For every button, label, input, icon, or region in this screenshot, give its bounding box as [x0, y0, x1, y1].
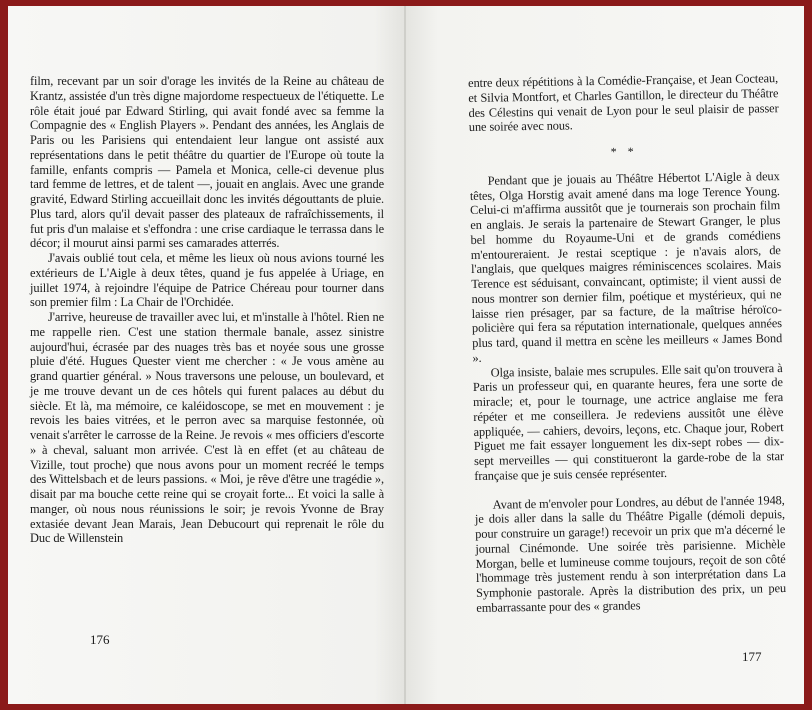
right-page-text [468, 71, 786, 615]
page-number: 177 [742, 649, 762, 664]
left-page-text [30, 74, 384, 546]
paragraph: Pendant que je jouais au Théâtre Hébertot L'Aigle à deux têtes, Olga Horstig avait amené dans ma loge Terence Young. Celui-ci m'affirma aussitôt que je tournerais son prochain film en anglais. Je serais la partenaire de Stewart Granger, le plus bel homme du Royaume-Uni et de grands comédiens m'entoureraient. Je restai sceptique : je n'avais alors, de l'anglais, que quelques maigres réminiscences scolaires. Mais Terence est séduisant, convaincant, optimiste; il vient aussi de nous montrer son dernier film, poétique et mystérieux, qui ne laisse rien présager, par sa facture, de la maîtrise héroïco-policière qui fera sa réputation internationale, quelques années plus tard, quand il mettra en scène les meilleurs « James Bond ». [469, 168, 783, 365]
book-spread [8, 6, 804, 704]
section-separator: * * [610, 144, 638, 159]
left-page [8, 6, 406, 704]
paragraph: entre deux répétitions à la Comédie-Française, et Jean Cocteau, et Silvia Montfort, et Charles Gantillon, le directeur du Théâtre des Célestins qui venait de Lyon pour le seul plaisir de passer une soirée avec nous. [468, 71, 779, 135]
paragraph: film, recevant par un soir d'orage les invités de la Reine au château de Krantz, assistée d'un très digne majordome respectueux de l'étiquette. Le rôle était joué par Edward Stirling, qui avait fondé avec sa femme la Compagnie des « English Players ». Pendant des années, les Anglais de Paris ou les Parisiens qui entendaient leur langue ont assisté aux représentations dans le petit théâtre du quartier de l'Europe où toute la famille, enfants compris — Pamela et Monica, celle-ci devenue plus tard femme de lettres, et de talent —, jouait en anglais. Avec une grande gravité, Edward Stirling accueillait donc les invités dégouttants de pluie. Plus tard, alors qu'il devait passer des plateaux de rafraîchissements, il fut pris d'un malaise et s'effondra : une crise cardiaque le terrassa dans le décor; il mourut ainsi parmi ses camarades atterrés. [30, 74, 384, 251]
paragraph: Avant de m'envoler pour Londres, au début de l'année 1948, je dois aller dans la salle du Théâtre Pigalle (démoli depuis, pour construire un garage!) recevoir un prix que m'a décerné le journal Cinémonde. Une soirée très parisienne. Michèle Morgan, belle et lumineuse comme toujours, reçoit de son côté l'hommage très justement rendu à son interprétation dans La Symphonie pastorale. Après la distribution des prix, un peu embarrassante pour des « grandes [474, 492, 787, 615]
page-number: 176 [90, 632, 110, 647]
paragraph: Olga insiste, balaie mes scrupules. Elle sait qu'on trouvera à Paris un professeur qui, en quarante heures, fera une sorte de miracle; et, pour le tournage, une actrice anglaise me fera répéter et me conseillera. Je redeviens aussitôt une élève appliquée, — cahiers, devoirs, leçons, etc. Chaque jour, Robert Piguet me fait essayer longuement les dix-sept robes — dix-sept merveilles — qui constitueront la garde-robe de la star française que je suis censée représenter. [472, 360, 785, 483]
paragraph: J'arrive, heureuse de travailler avec lui, et m'installe à l'hôtel. Rien ne me rappelle rien. C'est une station thermale banale, assez sinistre aujourd'hui, écrasée par des nuages très bas et noyée sous une grosse pluie d'été. Hugues Quester vient me chercher : « Je vous amène au grand quartier général. » Nous traversons une pelouse, un boulevard, et je me trouve devant un de ces hôtels qui furent palaces au début du siècle. Et là, ma mémoire, ce kaléidoscope, se met en mouvement : je revois les baies vitrées, et le perron avec sa marquise festonnée, où venait s'arrêter le carrosse de la Reine. Je revois « mes officiers d'escorte » à cheval, saluant mon arrivée. C'est là en effet (et au château de Vizille, tout proche) que nous avons pour un moment recréé le temps des Wittelsbach et de leurs passions. « Moi, je rêve d'être une tragédie », disait par ma bouche cette reine qui se croyait forte... Et voici la salle à manger, où nous nous réunissions le soir; je revois Yvonne de Bray extasiée devant Jean Marais, Jean Debucourt qui reprenait le rôle du Duc de Willenstein [30, 310, 384, 546]
right-page [406, 6, 804, 704]
paragraph: J'avais oublié tout cela, et même les lieux où nous avions tourné les extérieurs de L'Aigle à deux têtes, quand je fus appelée à Uriage, en juillet 1974, à rejoindre l'équipe de Patrice Chéreau pour tourner dans son premier film : La Chair de l'Orchidée. [30, 251, 384, 310]
